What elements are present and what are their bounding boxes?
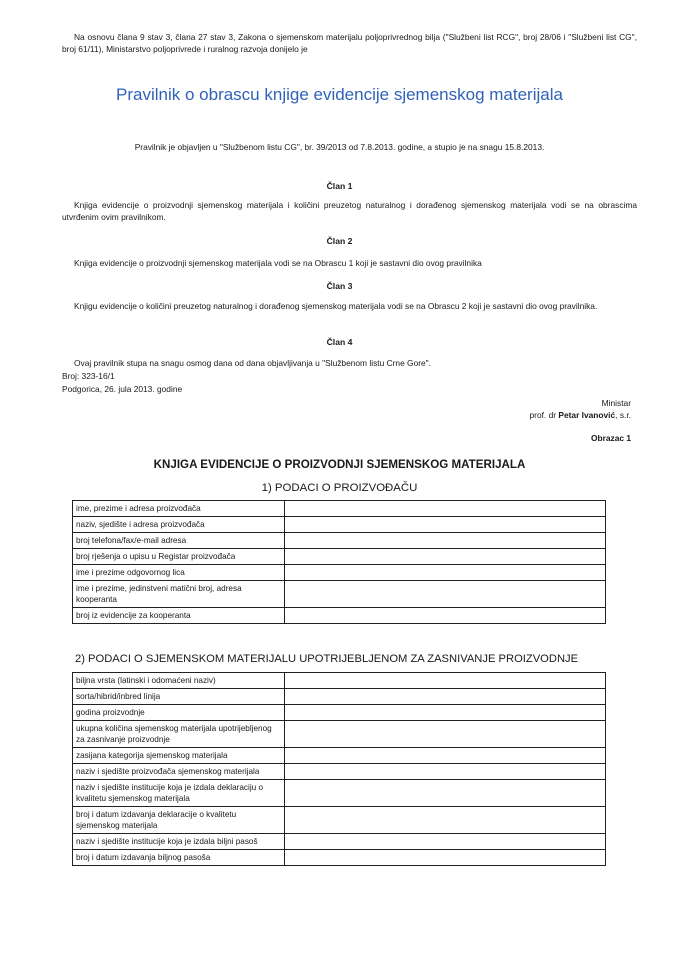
form-title: KNJIGA EVIDENCIJE O PROIZVODNJI SJEMENSKOG MATERIJALA [153, 458, 526, 471]
field-value-cell[interactable] [285, 517, 606, 533]
table-row [73, 673, 606, 689]
table-row [73, 721, 606, 748]
table-row [73, 517, 606, 533]
table-row [73, 689, 606, 705]
field-label: broj rješenja o upisu u Registar proizvođača [73, 549, 285, 565]
page-title: Pravilnik o obrascu knjige evidencije sjemenskog materijala [116, 85, 563, 104]
field-value-cell[interactable] [285, 705, 606, 721]
field-label: broj iz evidencije za kooperanta [73, 608, 285, 624]
table-row [73, 565, 606, 581]
form-label: Obrazac 1 [590, 433, 631, 443]
field-value-cell[interactable] [285, 673, 606, 689]
field-label: naziv i sjedište proizvođača sjemenskog materijala [73, 764, 285, 780]
field-value-cell[interactable] [285, 549, 606, 565]
article-4-heading: Član 4 [326, 337, 353, 347]
field-label: biljna vrsta (latinski i odomaćeni naziv) [73, 673, 285, 689]
document-number: Broj: 323-16/1 [62, 371, 115, 381]
section-1-title: 1) PODACI O PROIZVOĐAČU [261, 482, 418, 494]
table-row [73, 608, 606, 624]
field-label: sorta/hibrid/inbred linija [73, 689, 285, 705]
field-value-cell[interactable] [285, 501, 606, 517]
section-2-title: 2) PODACI O SJEMENSKOM MATERIJALU UPOTRIJEBLJENOM ZA ZASNIVANJE PROIZVODNJE [75, 653, 579, 665]
article-1-text: Knjiga evidencije o proizvodnji sjemenskog materijala i količini preuzetog naturalnog i dorađenog sjemenskog materijala vodi se na obrascima utvrđenim ovim pravilnikom. [62, 200, 637, 222]
field-label: naziv i sjedište institucije koja je izdala deklaraciju o kvalitetu sjemenskog materijala [73, 780, 285, 807]
field-value-cell[interactable] [285, 850, 606, 866]
field-label: ukupna količina sjemenskog materijala upotrijebljenog za zasnivanje proizvodnje [73, 721, 285, 748]
field-value-cell[interactable] [285, 689, 606, 705]
table-row [73, 705, 606, 721]
field-value-cell[interactable] [285, 721, 606, 748]
field-label: naziv, sjedište i adresa proizvođača [73, 517, 285, 533]
field-value-cell[interactable] [285, 780, 606, 807]
field-value-cell[interactable] [285, 608, 606, 624]
table-row [73, 549, 606, 565]
seed-material-table [72, 672, 606, 866]
field-label: broj i datum izdavanja biljnog pasoša [73, 850, 285, 866]
table-row [73, 834, 606, 850]
field-label: ime i prezime, jedinstveni matični broj, adresa kooperanta [73, 581, 285, 608]
article-3-text: Knjigu evidencije o količini preuzetog naturalnog i dorađenog sjemenskog materijala vodi se na Obrascu 2 koji je sastavni dio ovog pravilnika. [74, 301, 598, 311]
signer-suffix: , s.r. [615, 410, 631, 420]
field-value-cell[interactable] [285, 807, 606, 834]
field-value-cell[interactable] [285, 565, 606, 581]
table-row [73, 501, 606, 517]
field-label: naziv i sjedište institucije koja je izdala biljni pasoš [73, 834, 285, 850]
field-value-cell[interactable] [285, 834, 606, 850]
field-value-cell[interactable] [285, 581, 606, 608]
table-row [73, 581, 606, 608]
intro-paragraph: Na osnovu člana 9 stav 3, člana 27 stav 3, Zakona o sjemenskom materijalu poljoprivrednog bilja ("Službeni list RCG", broj 28/06 i "Službeni list CG", broj 61/11), Ministarstvo poljoprivrede i ruralnog razvoja donijelo je [62, 32, 637, 54]
table-row [73, 780, 606, 807]
field-label: godina proizvodnje [73, 705, 285, 721]
table-row [73, 764, 606, 780]
publication-note: Pravilnik je objavljen u "Službenom listu CG", br. 39/2013 od 7.8.2013. godine, a stupio je na snagu 15.8.2013. [134, 142, 545, 152]
article-4-text: Ovaj pravilnik stupa na snagu osmog dana od dana objavljivanja u "Službenom listu Crne Gore". [74, 358, 431, 368]
producer-table [72, 500, 606, 624]
table-row [73, 850, 606, 866]
table-row [73, 748, 606, 764]
place-date: Podgorica, 26. jula 2013. godine [62, 384, 183, 394]
signer-name: Petar Ivanović [558, 410, 616, 420]
field-value-cell[interactable] [285, 764, 606, 780]
field-value-cell[interactable] [285, 533, 606, 549]
signer [530, 410, 632, 420]
signer-prefix: prof. dr [529, 410, 557, 420]
field-label: broj telefona/fax/e-mail adresa [73, 533, 285, 549]
table-row [73, 807, 606, 834]
article-2-text: Knjiga evidencije o proizvodnji sjemenskog materijala vodi se na Obrascu 1 koji je sastavni dio ovog pravilnika [74, 258, 482, 268]
article-1-heading: Član 1 [326, 181, 353, 191]
table-row [73, 533, 606, 549]
field-label: broj i datum izdavanja deklaracije o kvalitetu sjemenskog materijala [73, 807, 285, 834]
article-2-heading: Član 2 [326, 236, 353, 246]
article-3-heading: Član 3 [326, 281, 353, 291]
signer-role: Ministar [601, 398, 631, 408]
field-label: ime i prezime odgovornog lica [73, 565, 285, 581]
field-label: ime, prezime i adresa proizvođača [73, 501, 285, 517]
field-label: zasijana kategorija sjemenskog materijala [73, 748, 285, 764]
field-value-cell[interactable] [285, 748, 606, 764]
